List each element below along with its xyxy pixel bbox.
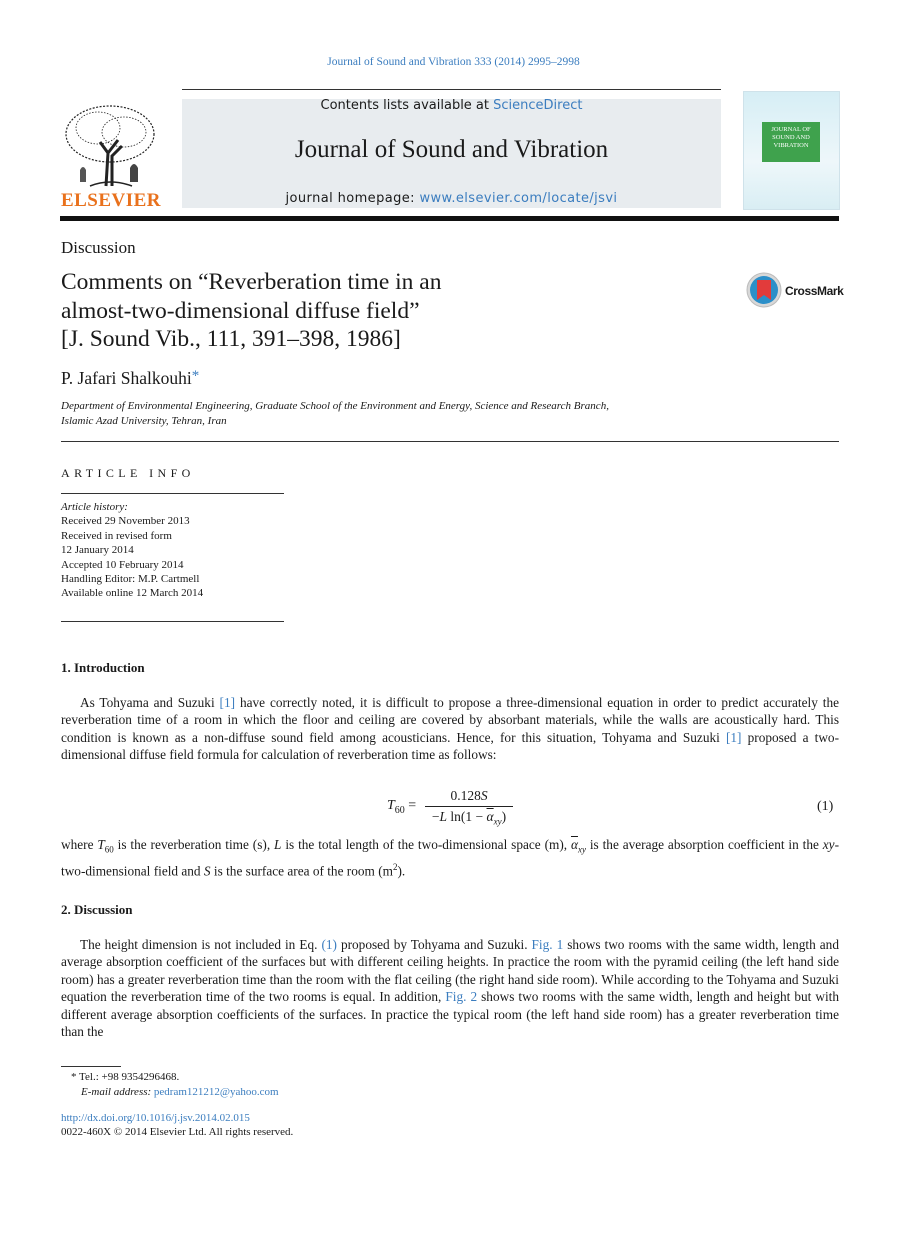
- homepage-prefix: journal homepage:: [285, 191, 420, 206]
- cover-title: JOURNAL OF SOUND AND VIBRATION: [762, 122, 820, 162]
- text: is the total length of the two-dimensional space (m),: [281, 837, 571, 852]
- text: proposed by Tohyama and Suzuki.: [336, 937, 532, 952]
- homepage-link[interactable]: www.elsevier.com/locate/jsvi: [419, 191, 618, 206]
- history-item: Received 29 November 2013: [61, 515, 190, 528]
- crossmark-icon[interactable]: [746, 272, 782, 308]
- reference-link[interactable]: [1]: [219, 695, 236, 710]
- equation-fraction: [425, 788, 513, 827]
- title-line-1: Comments on “Reverberation time in an: [61, 269, 442, 295]
- author-footnote-mark[interactable]: *: [191, 368, 200, 384]
- title-line-3: [J. Sound Vib., 111, 391–398, 1986]: [61, 326, 401, 352]
- introduction-paragraph: [61, 694, 839, 764]
- tel-label: * Tel.:: [71, 1071, 102, 1083]
- header-top-rule: [182, 89, 721, 90]
- text: shows two rooms with the same width, length and height but with different average absorption coefficients of the surfaces. In practice the typical room (the left hand side room) has a greater reverberation time than the: [61, 989, 839, 1040]
- title-line-2: almost-two-dimensional diffuse field”: [61, 297, 420, 324]
- text: proposed a two-dimensional diffuse field formula for calculation of reverberation time as follows:: [61, 729, 839, 763]
- author-line: [61, 368, 199, 389]
- header-thick-rule: [60, 216, 839, 221]
- affiliation-line-2: Islamic Azad University, Tehran, Iran: [61, 414, 227, 427]
- discussion-paragraph: [61, 936, 839, 1040]
- equation-link[interactable]: (1): [321, 937, 337, 952]
- history-item: Available online 12 March 2014: [61, 587, 204, 600]
- affiliation-line-1: Department of Environmental Engineering, Graduate School of the Environment and Energy, Science and Research Branch,: [61, 400, 609, 412]
- introduction-heading: 1. Introduction: [61, 660, 145, 675]
- doi-link[interactable]: http://dx.doi.org/10.1016/j.jsv.2014.02.015: [61, 1112, 250, 1124]
- footnote-rule: [61, 1066, 121, 1067]
- article-type: Discussion: [61, 238, 136, 257]
- homepage-line: [182, 191, 721, 206]
- tel-value: +98 9354296468.: [101, 1071, 180, 1083]
- text: As Tohyama and Suzuki: [80, 695, 220, 710]
- text: have correctly noted, it is difficult to propose a three-dimensional equation in order to predict accurately the reverberation time of a room in which the floor and ceiling are covered by absorbant materials, while the walls are acoustically hard. This condition is known as a non-diffuse sound field among acousticians. Hence, for this situation, Tohyama and Suzuki: [61, 695, 839, 745]
- text: The height dimension is not included in Eq.: [80, 937, 322, 952]
- reference-link[interactable]: [1]: [725, 729, 742, 745]
- history-item: Handling Editor: M.P. Cartmell: [61, 573, 200, 586]
- crossmark-label[interactable]: CrossMark: [785, 284, 844, 298]
- footnote-tel: [61, 1070, 279, 1085]
- text: ).: [397, 863, 406, 879]
- article-info-heading: ARTICLE INFO: [61, 466, 195, 480]
- author-affiliation: [61, 399, 711, 428]
- text: is the surface area of the room (m: [210, 863, 393, 879]
- text: -two-dimensional field and: [61, 837, 840, 879]
- figure-1-link[interactable]: Fig. 1: [531, 937, 564, 952]
- article-title: [61, 268, 621, 354]
- journal-citation[interactable]: Journal of Sound and Vibration 333 (2014) 2995–2998: [327, 56, 580, 68]
- history-item: Accepted 10 February 2014: [61, 558, 184, 571]
- article-history: [61, 500, 203, 601]
- affiliation-rule: [61, 441, 839, 442]
- author-footnote: [61, 1070, 279, 1100]
- journal-name: Journal of Sound and Vibration: [294, 136, 609, 163]
- copyright-notice: 0022-460X © 2014 Elsevier Ltd. All rights reserved.: [61, 1126, 294, 1138]
- history-label: Article history:: [61, 501, 128, 513]
- footnote-email: [61, 1085, 279, 1100]
- article-info-rule-top: [61, 493, 284, 494]
- equation-lhs: $T_{60}$ =: [387, 798, 417, 816]
- discussion-heading: 2. Discussion: [61, 902, 133, 917]
- contents-line: [182, 98, 721, 113]
- history-item: 12 January 2014: [61, 544, 134, 557]
- text: is the reverberation time (s),: [113, 837, 275, 852]
- text: shows two rooms with the same width, length and average absorption coefficient of the surfaces but with different ceiling heights. In practice the room with the pyramid ceiling (the left hand side room) has a greater reverberation time than the room with the flat ceiling (the right hand side room). While according to the Tohyama and Suzuki equation the reverberation time of the two rooms is equal. In addition,: [61, 937, 839, 1005]
- equation-number: (1): [817, 799, 834, 814]
- history-item: Received in revised form: [61, 529, 172, 542]
- equation-numerator: 0.128S: [425, 788, 513, 807]
- equation-denominator: −L $\ln(1 - \overline{\alpha}_{xy})$: [431, 809, 507, 827]
- contents-prefix: Contents lists available at: [320, 98, 494, 113]
- text: where: [61, 837, 98, 852]
- equation-explanation: where $T_{60}$ is the reverberation time (s), L is the total length of the two-dimensional space (m), $\overline{\alpha}_{xy}$ is the average absorption coefficient in the xy-two-dimensional field and S is the surface area of the room $(m^2)$.: [61, 837, 840, 879]
- sciencedirect-link[interactable]: ScienceDirect: [493, 98, 583, 113]
- email-link[interactable]: pedram121212@yahoo.com: [153, 1086, 279, 1098]
- text: is the average absorption coefficient in the: [585, 837, 823, 852]
- figure-2-link[interactable]: Fig. 2: [445, 989, 478, 1005]
- author-name: P. Jafari Shalkouhi: [61, 368, 192, 388]
- elsevier-wordmark: ELSEVIER: [60, 190, 162, 211]
- email-label: E-mail address:: [81, 1086, 154, 1098]
- article-info-rule-bottom: [61, 621, 284, 622]
